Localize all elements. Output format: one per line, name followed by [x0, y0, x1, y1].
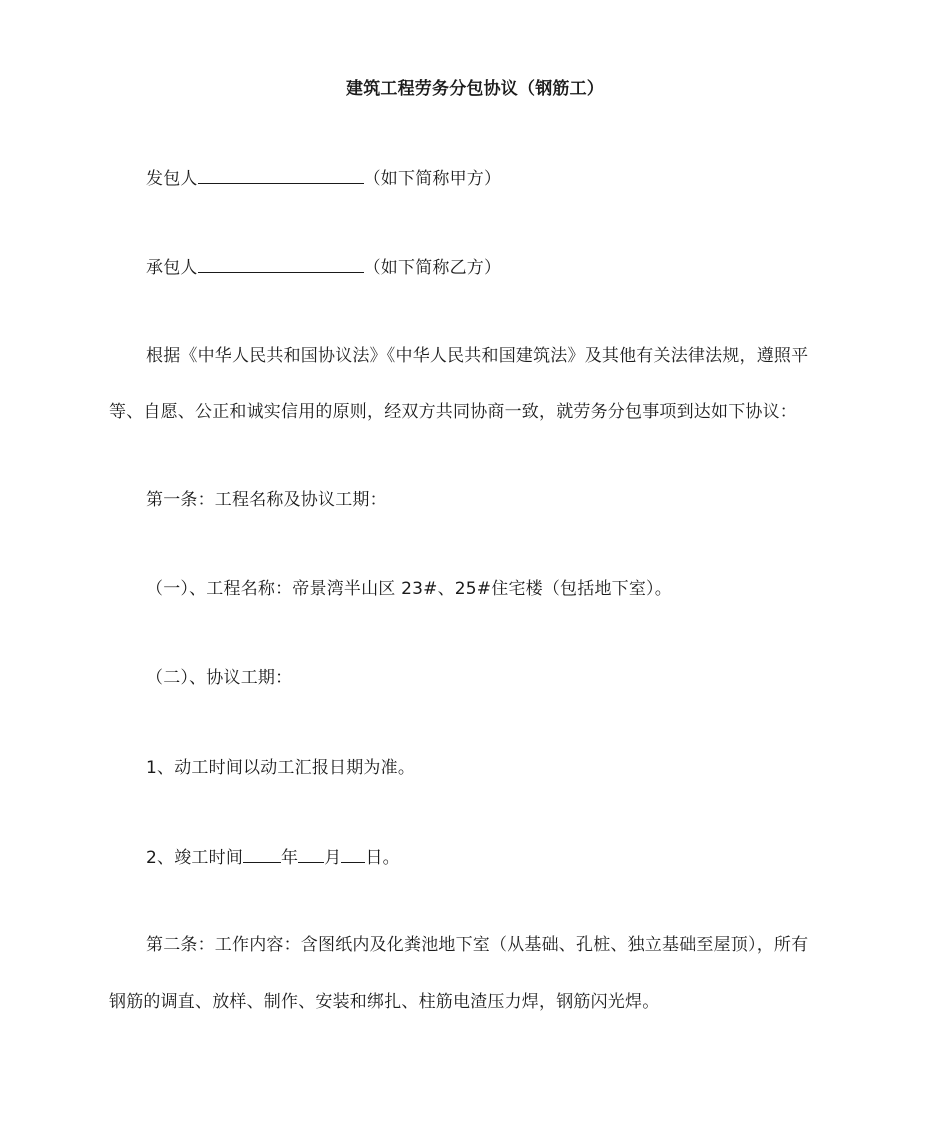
party-b-line	[146, 255, 501, 280]
party-a-blank	[198, 166, 364, 184]
year-blank	[243, 845, 281, 863]
article-1-item-1: （一）、工程名称：帝景湾半山区 23#、25#住宅楼（包括地下室）。	[146, 579, 672, 599]
party-b-label: 承包人	[146, 258, 198, 278]
month-blank	[298, 845, 324, 863]
month-label: 月	[324, 848, 342, 868]
article-1-point-2	[146, 845, 400, 870]
completion-time-label: 2、竣工时间	[146, 848, 244, 868]
document-title: 建筑工程劳务分包协议（钢筋工）	[346, 79, 604, 99]
article-2-line-2: 钢筋的调直、放样、制作、安装和绑扎、柱筋电渣压力焊，钢筋闪光焊。	[109, 992, 660, 1012]
preamble-line-2: 等、自愿、公正和诚实信用的原则，经双方共同协商一致，就劳务分包事项到达如下协议：	[109, 402, 797, 422]
party-a-suffix: （如下简称甲方）	[363, 169, 502, 189]
day-label: 日。	[365, 848, 400, 868]
article-1-point-1: 1、动工时间以动工汇报日期为准。	[146, 758, 416, 778]
party-b-suffix: （如下简称乙方）	[363, 258, 502, 278]
party-a-label: 发包人	[146, 169, 198, 189]
party-a-line	[146, 166, 501, 191]
party-b-blank	[198, 255, 364, 273]
article-1-item-2: （二）、协议工期：	[146, 668, 293, 688]
article-2-line-1: 第二条：工作内容：含图纸内及化粪池地下室（从基础、孔桩、独立基础至屋顶），所有	[146, 935, 809, 955]
article-1-heading: 第一条：工程名称及协议工期：	[146, 490, 387, 510]
day-blank	[341, 845, 365, 863]
year-label: 年	[281, 848, 299, 868]
preamble-line-1: 根据《中华人民共和国协议法》《中华人民共和国建筑法》及其他有关法律法规，遵照平	[146, 346, 809, 366]
